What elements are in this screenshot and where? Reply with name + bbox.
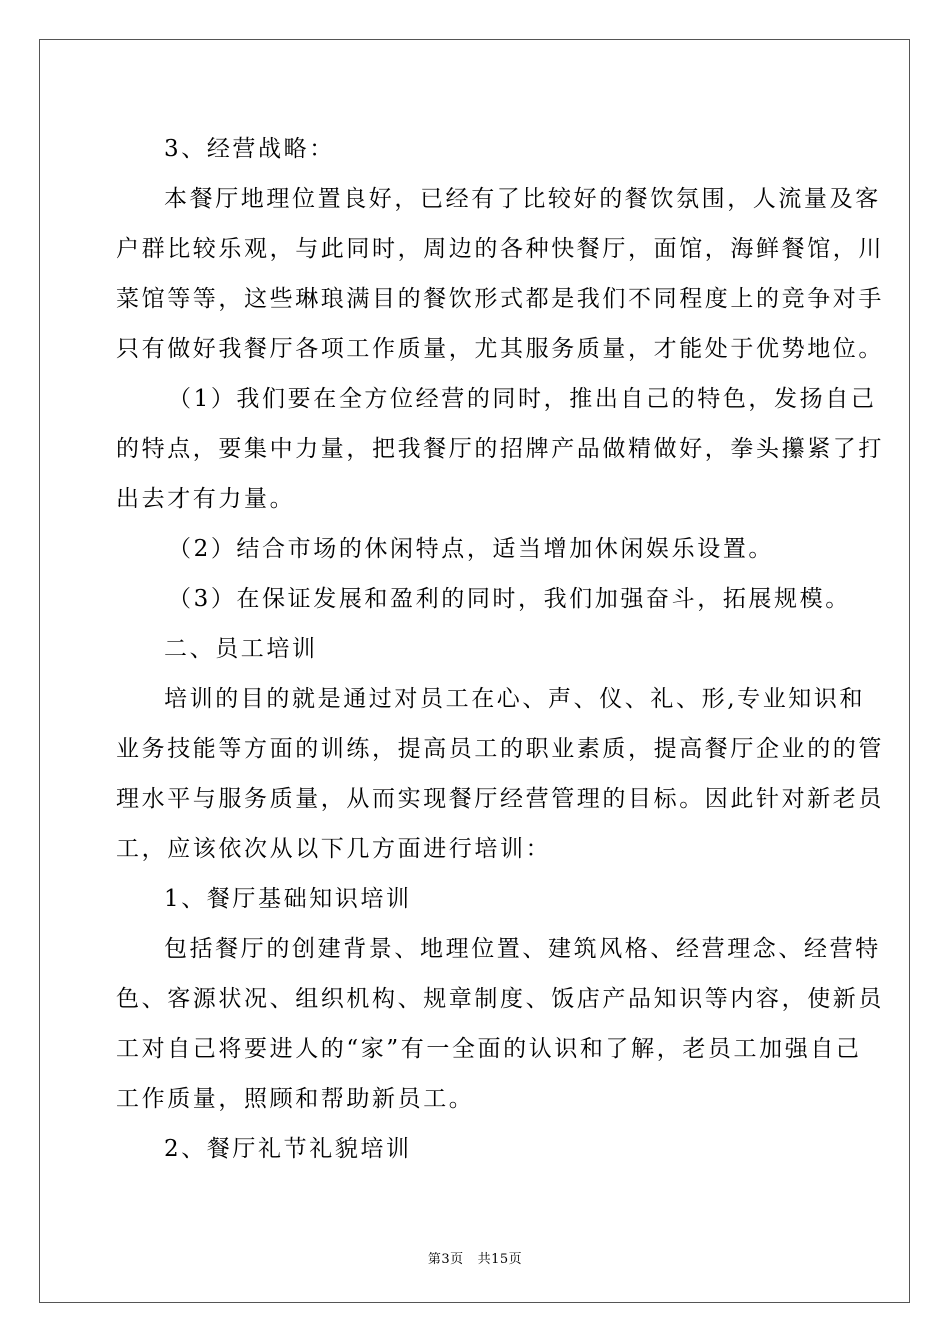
subsection-heading-etiquette: 2、餐厅礼节礼貌培训 [164,1136,412,1162]
paragraph-line: 工，应该依次从以下几方面进行培训： [116,836,552,862]
subsection-heading-basics: 1、餐厅基础知识培训 [164,886,412,912]
page-footer [0,1248,950,1267]
paragraph-line: 户群比较乐观，与此同时，周边的各种快餐厅，面馆，海鲜餐馆，川 [116,236,884,262]
section-heading-training: 二、员工培训 [164,636,318,662]
paragraph-line: 业务技能等方面的训练，提高员工的职业素质，提高餐厅企业的的管 [116,736,884,762]
paragraph-line: 的特点，要集中力量，把我餐厅的招牌产品做精做好，拳头攥紧了打 [116,436,884,462]
section-heading-strategy: 3、经营战略： [164,136,335,162]
paragraph-line: 色、客源状况、组织机构、规章制度、饭店产品知识等内容，使新员 [116,986,884,1012]
paragraph-line: 包括餐厅的创建背景、地理位置、建筑风格、经营理念、经营特 [164,936,881,962]
paragraph-line: （1）我们要在全方位经营的同时，推出自己的特色，发扬自己 [168,386,877,412]
paragraph-line: 出去才有力量。 [116,486,296,512]
paragraph-line: 菜馆等等，这些琳琅满目的餐饮形式都是我们不同程度上的竞争对手 [116,286,884,312]
paragraph-line: 工对自己将要进人的“家”有一全面的认识和了解，老员工加强自己 [116,1036,862,1062]
paragraph-line: （2）结合市场的休闲特点，适当增加休闲娱乐设置。 [168,536,775,562]
paragraph-line: 本餐厅地理位置良好，已经有了比较好的餐饮氛围，人流量及客 [164,186,881,212]
paragraph-line: 培训的目的就是通过对员工在心、声、仪、礼、形,专业知识和 [164,686,866,712]
paragraph-line: （3）在保证发展和盈利的同时，我们加强奋斗，拓展规模。 [168,586,851,612]
page-number-total: 共15页 [477,1252,523,1267]
paragraph-line: 理水平与服务质量，从而实现餐厅经营管理的目标。因此针对新老员 [116,786,884,812]
page-number-current: 第3页 [427,1252,464,1267]
paragraph-line: 只有做好我餐厅各项工作质量，尤其服务质量，才能处于优势地位。 [116,336,884,362]
paragraph-line: 工作质量，照顾和帮助新员工。 [116,1086,475,1112]
